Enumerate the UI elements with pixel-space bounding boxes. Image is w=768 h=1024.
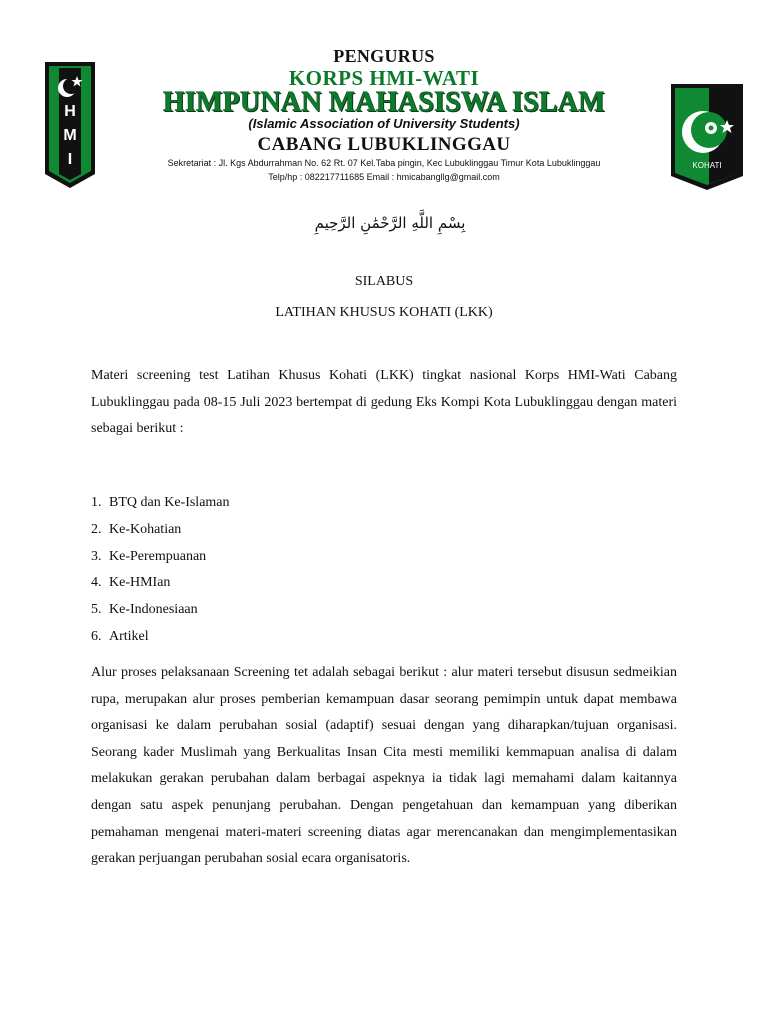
letterhead-subtitle: (Islamic Association of University Students) [248,116,520,131]
list-item-text: Ke-HMIan [109,575,171,591]
bismillah-text: بِسْمِ اللَّهِ الرَّحْمَٰنِ الرَّحِيمِ [314,214,466,232]
list-item-text: Ke-Indonesiaan [109,602,198,618]
list-item [91,517,230,544]
document-title: SILABUS [354,274,414,289]
process-paragraph: Alur proses pelaksanaan Screening tet adalah sebagai berikut : alur materi tersebut disusun sedmeikian rupa, merupakan alur proses pemberian kemampuan dasar seorang pemimpin untuk dapat membawa organisasi ke dalam perubahan sosial (adaptif) sesuai dengan yang diharapkan/tujuan organisasi. Seorang kader Muslimah yang Berkualitas Insan Cita mesti memiliki kemmapuan analisa di dalam melakukan gerakan perubahan dalam berbagai aspeknya ia tidak lagi memahami dalam kaitannya dengan satu aspek penunjang perubahan. Dengan pengetahuan dan kemampuan yang diberikan pemahaman mengenai materi-materi screening diatas agar merencanakan dan mengimplementasikan gerakan perjuangan perubahan sosial ecara organisatoris. [91,665,677,867]
list-item-text: Artikel [109,628,149,644]
bismillah-calligraphy [300,204,480,240]
letterhead-pengurus: PENGURUS [333,46,435,66]
list-item-number: 1. [91,495,102,510]
list-item-number: 5. [91,602,102,618]
hmi-letter-i: I [67,151,73,168]
letterhead-branch: CABANG LUBUKLINGGAU [257,134,511,155]
kohati-logo-label: KOHATI [692,161,722,170]
letterhead-address: Sekretariat : Jl. Kgs Abdurrahman No. 62 Rt. 07 Kel.Taba pingin, Kec Lubuklinggau Timur Kota Lubuklinggau [167,158,601,168]
list-item-text: Ke-Perempuanan [109,548,207,564]
letterhead-organization: HIMPUNAN MAHASISWA ISLAM [163,87,605,118]
letterhead-korps: KORPS HMI-WATI [288,66,480,90]
list-item-text: Ke-Kohatian [109,521,182,537]
list-item-number: 4. [91,575,102,591]
document-subtitle: LATIHAN KHUSUS KOHATI (LKK) [275,305,493,320]
letterhead-contact: Telp/hp : 082217711685 Email : hmicabangllg@gmail.com [268,172,500,182]
list-item-text: BTQ dan Ke-Islaman [109,495,230,510]
list-item [91,544,230,571]
list-item-number: 3. [91,548,102,564]
materials-list [91,490,230,651]
list-item-number: 2. [91,521,102,537]
hmi-letter-m: M [63,127,77,144]
list-item [91,490,230,517]
intro-paragraph: Materi screening test Latihan Khusus Kohati (LKK) tingkat nasional Korps HMI-Wati Cabang Lubuklinggau pada 08-15 Juli 2023 bertempat di gedung Eks Kompi Kota Lubuklinggau dengan materi sebagai berikut : [91,368,677,437]
hmi-letter-h: H [64,103,76,120]
list-item [91,570,230,597]
list-item [91,597,230,624]
list-item [91,624,230,651]
list-item-number: 6. [91,628,102,644]
